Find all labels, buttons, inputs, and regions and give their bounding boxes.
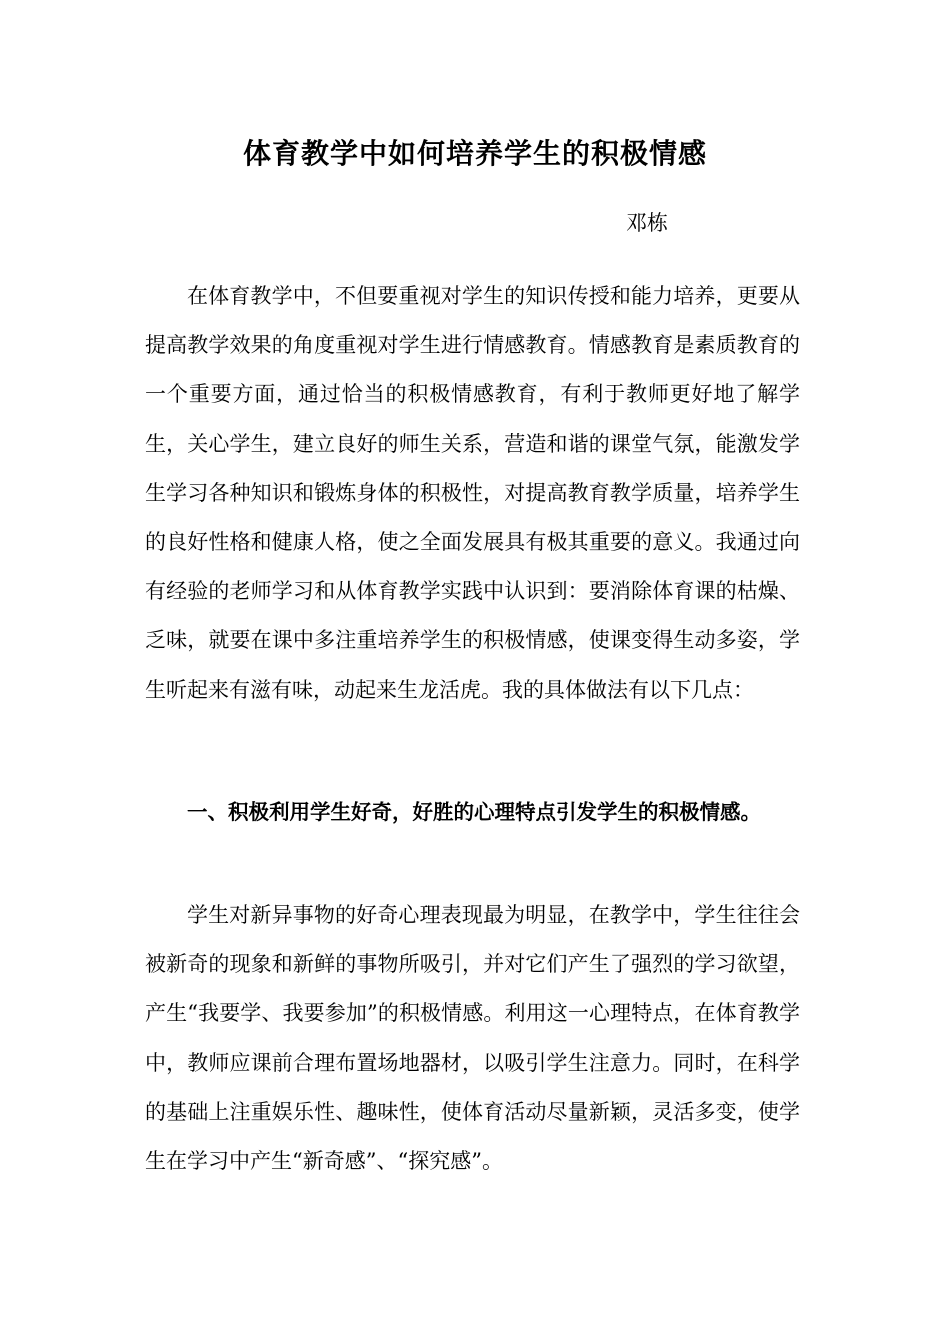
body-paragraph: 学生对新异事物的好奇心理表现最为明显，在教学中，学生往往会被新奇的现象和新鲜的事物所吸引，并对它们产生了强烈的学习欲望，产生“我要学、我要参加”的积极情感。利用这一心理特点，在体育教学中，教师应课前合理布置场地器材，以吸引学生注意力。同时，在科学的基础上注重娱乐性、趣味性，使体育活动尽量新颖，灵活多变，使学生在学习中产生“新奇感”、“探究感”。 [145, 903, 800, 1174]
author-name: 邓栋 [626, 211, 668, 235]
section-heading: 一、积极利用学生好奇，好胜的心理特点引发学生的积极情感。 [187, 800, 761, 824]
intro-paragraph: 在体育教学中，不但要重视对学生的知识传授和能力培养，更要从提高教学效果的角度重视对学生进行情感教育。情感教育是素质教育的一个重要方面，通过恰当的积极情感教育，有利于教师更好地了解学生，关心学生，建立良好的师生关系，营造和谐的课堂气氛，能激发学生学习各种知识和锻炼身体的积极性，对提高教育教学质量，培养学生的良好性格和健康人格，使之全面发展具有极其重要的意义。我通过向有经验的老师学习和从体育教学实践中认识到：要消除体育课的枯燥、乏味，就要在课中多注重培养学生的积极情感，使课变得生动多姿，学生听起来有滋有味，动起来生龙活虎。我的具体做法有以下几点： [145, 284, 800, 702]
document-title: 体育教学中如何培养学生的积极情感 [242, 137, 707, 170]
